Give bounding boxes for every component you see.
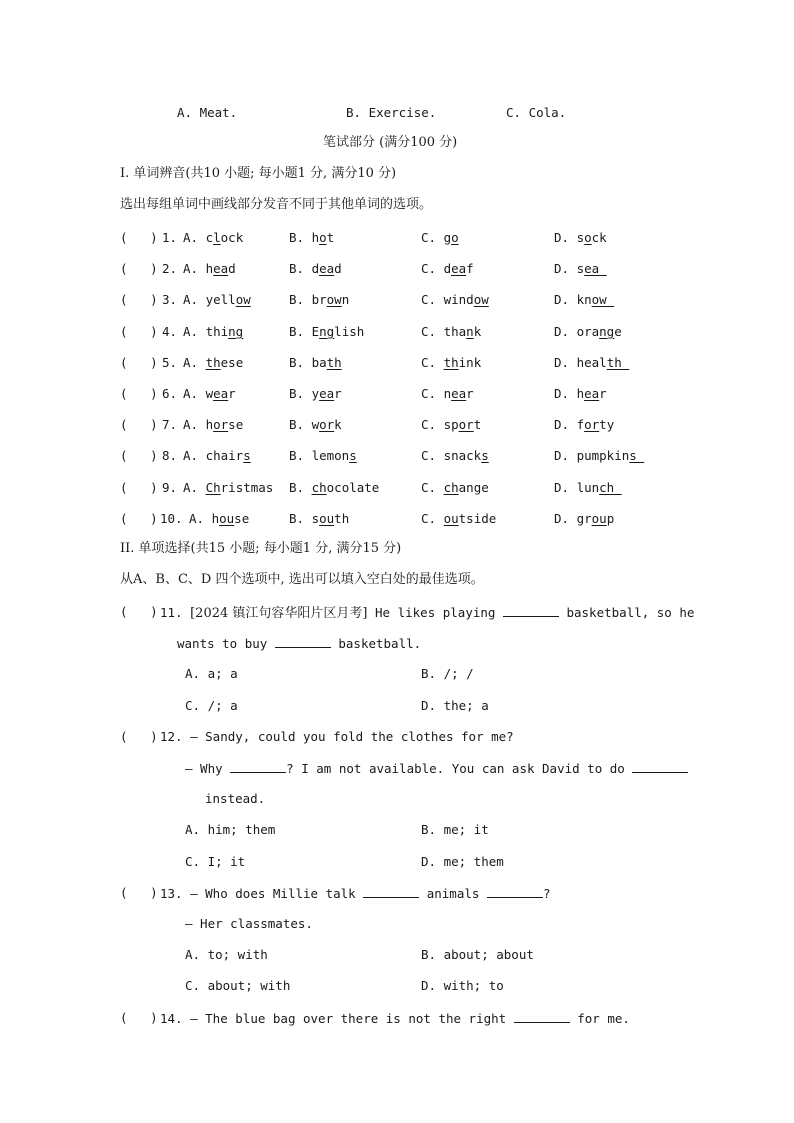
q12-option-a: A. him; them <box>185 822 276 837</box>
question-number: 4. <box>162 324 178 339</box>
word-text: B. y <box>289 386 320 401</box>
answer-bracket[interactable]: ( ) <box>120 230 158 245</box>
question-text: He likes playing <box>367 605 503 620</box>
word-option <box>554 448 644 464</box>
question-text: ? <box>542 886 551 901</box>
option-b: B. Exercise. <box>346 105 437 120</box>
word-option <box>289 355 342 371</box>
underlined-part: or <box>458 417 474 432</box>
word-text: ange <box>458 480 489 495</box>
word-text: D. s <box>554 230 585 245</box>
word-option <box>554 355 629 371</box>
underlined-part: ow <box>473 292 489 307</box>
underlined-part: ea <box>451 386 467 401</box>
underlined-part: ch <box>311 480 327 495</box>
question-number: 9. <box>162 480 178 495</box>
underlined-part: ng <box>228 324 244 339</box>
word-text: ese <box>220 355 244 370</box>
blank-line <box>275 635 331 648</box>
word-text: D. ora <box>554 324 600 339</box>
underlined-part: o <box>584 230 592 245</box>
word-text: D. heal <box>554 355 607 370</box>
blank-line <box>363 885 419 898</box>
question-text: for me. <box>569 1011 630 1026</box>
word-option <box>421 324 481 340</box>
word-option <box>289 417 342 433</box>
word-text: D. lun <box>554 480 600 495</box>
underlined-part: or <box>584 417 600 432</box>
word-text: C. sp <box>421 417 459 432</box>
question-text: wants to buy <box>177 636 275 651</box>
word-text: th <box>334 511 350 526</box>
word-text: B. lemon <box>289 448 350 463</box>
question-number: 14. <box>160 1011 183 1026</box>
q11-option-b: B. /; / <box>421 666 474 681</box>
question-number: 10. <box>160 511 183 526</box>
word-option <box>421 386 474 402</box>
word-text: e <box>614 324 622 339</box>
word-text: A. <box>183 355 206 370</box>
question-text: animals <box>419 886 487 901</box>
q12-option-d: D. me; them <box>421 854 504 869</box>
word-text: C. g <box>421 230 452 245</box>
word-text: ock <box>220 230 244 245</box>
underlined-part: ou <box>443 511 459 526</box>
question-number: 7. <box>162 417 178 432</box>
word-text: B. h <box>289 230 320 245</box>
word-text: D. h <box>554 386 585 401</box>
underlined-part: th <box>326 355 342 370</box>
underlined-part: ea <box>584 386 600 401</box>
q13-option-d: D. with; to <box>421 978 504 993</box>
underlined-part: ea <box>319 386 335 401</box>
word-text: ty <box>599 417 615 432</box>
word-option <box>554 386 607 402</box>
word-text: se <box>234 511 250 526</box>
word-text: D. pumpkin <box>554 448 630 463</box>
answer-bracket[interactable]: ( ) <box>120 885 158 900</box>
word-option <box>289 511 349 527</box>
question-number: 12. <box>160 729 183 744</box>
word-text: r <box>599 386 607 401</box>
answer-bracket[interactable]: ( ) <box>120 480 158 495</box>
q12-option-b: B. me; it <box>421 822 489 837</box>
question-number: 13. <box>160 886 183 901</box>
question-number: 6. <box>162 386 178 401</box>
word-text: D. kn <box>554 292 592 307</box>
word-option <box>289 448 357 464</box>
word-text: B. br <box>289 292 327 307</box>
underlined-part: ng <box>319 324 335 339</box>
word-text: C. n <box>421 386 452 401</box>
underlined-part: s <box>629 448 645 463</box>
underlined-part: or <box>319 417 335 432</box>
word-text: A. c <box>183 230 214 245</box>
underlined-part: l <box>213 230 221 245</box>
section1-instruction: 选出每组单词中画线部分发音不同于其他单词的选项。 <box>120 197 433 212</box>
question-number: 5. <box>162 355 178 370</box>
q11-option-c: C. /; a <box>185 698 238 713</box>
answer-bracket[interactable]: ( ) <box>120 448 158 463</box>
question-text: basketball, so he <box>558 605 695 620</box>
word-option <box>289 386 342 402</box>
word-text: lish <box>334 324 365 339</box>
answer-bracket[interactable]: ( ) <box>120 511 158 526</box>
word-text: C. <box>421 511 444 526</box>
underlined-part: ou <box>319 511 335 526</box>
word-option <box>554 261 607 277</box>
word-text: A. h <box>183 261 214 276</box>
word-text: C. d <box>421 261 452 276</box>
word-text: B. w <box>289 417 320 432</box>
word-option <box>554 511 614 527</box>
question-source: [2024 镇江句容华阳片区月考] <box>190 606 368 621</box>
underlined-part: s <box>243 448 251 463</box>
question-number: 2. <box>162 261 178 276</box>
question-text: — Who does Millie talk <box>190 886 364 901</box>
word-option <box>421 292 489 308</box>
underlined-part: ow <box>235 292 251 307</box>
question-text: — Sandy, could you fold the clothes for me? <box>190 729 514 744</box>
word-text: ink <box>458 355 482 370</box>
word-option <box>421 230 459 246</box>
question-number: 3. <box>162 292 178 307</box>
answer-bracket[interactable]: ( ) <box>120 355 158 370</box>
word-option <box>289 324 364 340</box>
option-a: A. Meat. <box>177 105 238 120</box>
word-option <box>183 355 243 371</box>
underlined-part: ow <box>326 292 342 307</box>
word-option <box>183 261 236 277</box>
word-text: k <box>473 324 482 339</box>
underlined-part: ow <box>591 292 615 307</box>
question-11 <box>160 604 694 622</box>
q12-option-c: C. I; it <box>185 854 246 869</box>
question-text: basketball. <box>330 636 422 651</box>
written-section-title: 笔试部分 (满分100 分) <box>323 135 458 150</box>
word-text: A. w <box>183 386 214 401</box>
underlined-part: ch <box>443 480 459 495</box>
word-option <box>421 511 496 527</box>
word-text: f <box>466 261 474 276</box>
word-option <box>289 292 349 308</box>
underlined-part: s <box>481 448 489 463</box>
word-option <box>183 230 243 246</box>
underlined-part: ea <box>213 386 229 401</box>
underlined-part: o <box>319 230 327 245</box>
question-11-line2 <box>177 635 421 652</box>
question-12 <box>160 729 514 745</box>
blank-line <box>632 760 688 773</box>
word-option <box>289 480 379 496</box>
q13-option-c: C. about; with <box>185 978 291 993</box>
word-option <box>554 230 607 246</box>
underlined-part: Ch <box>205 480 221 495</box>
word-option <box>421 355 481 371</box>
question-number: 11. <box>160 605 183 620</box>
word-option <box>183 480 273 496</box>
section1-heading: I. 单词辨音(共10 小题; 每小题1 分, 满分10 分) <box>120 166 397 181</box>
word-option <box>421 480 489 496</box>
word-text: A. h <box>183 417 214 432</box>
word-text: B. E <box>289 324 320 339</box>
word-text: k <box>334 417 342 432</box>
blank-line <box>487 885 543 898</box>
question-13-line2: — Her classmates. <box>185 916 313 931</box>
underlined-part: ea <box>213 261 229 276</box>
word-text: D. gr <box>554 511 592 526</box>
underlined-part: ea <box>584 261 607 276</box>
question-12-line3: instead. <box>205 791 266 806</box>
underlined-part: s <box>349 448 357 463</box>
word-option <box>421 261 474 277</box>
section2-instruction: 从A、B、C、D 四个选项中, 选出可以填入空白处的最佳选项。 <box>120 572 484 587</box>
underlined-part: ea <box>451 261 467 276</box>
question-text: — Why <box>185 761 231 776</box>
q11-option-a: A. a; a <box>185 666 238 681</box>
word-text: C. <box>421 355 444 370</box>
word-text: tside <box>458 511 497 526</box>
underlined-part: n <box>466 324 474 339</box>
word-text: A. h <box>189 511 220 526</box>
question-12-line2 <box>185 760 688 777</box>
question-number: 1. <box>162 230 178 245</box>
q13-option-a: A. to; with <box>185 947 268 962</box>
underlined-part: ng <box>599 324 615 339</box>
q11-option-d: D. the; a <box>421 698 489 713</box>
word-text: t <box>473 417 482 432</box>
word-option <box>183 386 236 402</box>
word-option <box>183 324 243 340</box>
blank-line <box>514 1010 570 1023</box>
word-text: B. ba <box>289 355 327 370</box>
answer-bracket[interactable]: ( ) <box>120 386 158 401</box>
word-text: A. chair <box>183 448 244 463</box>
word-option <box>554 417 614 433</box>
word-text: se <box>228 417 244 432</box>
word-option <box>554 324 622 340</box>
word-option <box>421 417 481 433</box>
word-text: B. d <box>289 261 320 276</box>
section2-heading: II. 单项选择(共15 小题; 每小题1 分, 满分15 分) <box>120 541 402 556</box>
word-option <box>183 417 243 433</box>
word-text: t <box>326 230 335 245</box>
word-text: r <box>334 386 342 401</box>
answer-bracket[interactable]: ( ) <box>120 324 158 339</box>
answer-bracket[interactable]: ( ) <box>120 604 158 619</box>
word-text: C. tha <box>421 324 467 339</box>
underlined-part: th <box>606 355 630 370</box>
word-text: C. <box>421 480 444 495</box>
word-option <box>289 230 334 246</box>
answer-bracket[interactable]: ( ) <box>120 261 158 276</box>
underlined-part: ou <box>591 511 607 526</box>
answer-bracket[interactable]: ( ) <box>120 417 158 432</box>
question-text: ? I am not available. You can ask David to do <box>286 761 633 776</box>
word-text: n <box>341 292 350 307</box>
word-text: C. wind <box>421 292 474 307</box>
word-text: D. f <box>554 417 585 432</box>
word-text: ocolate <box>326 480 380 495</box>
word-text: D. s <box>554 261 585 276</box>
word-text: d <box>334 261 342 276</box>
word-option <box>421 448 489 464</box>
word-text: A. thi <box>183 324 229 339</box>
underlined-part: o <box>451 230 459 245</box>
option-c: C. Cola. <box>506 105 567 120</box>
word-text: B. <box>289 480 312 495</box>
q13-option-b: B. about; about <box>421 947 534 962</box>
answer-bracket[interactable]: ( ) <box>120 1010 158 1025</box>
word-option <box>289 261 342 277</box>
answer-bracket[interactable]: ( ) <box>120 729 158 744</box>
underlined-part: or <box>213 417 229 432</box>
word-text: ck <box>591 230 607 245</box>
word-option <box>554 480 622 496</box>
word-text: A. <box>183 480 206 495</box>
answer-bracket[interactable]: ( ) <box>120 292 158 307</box>
blank-line <box>503 604 559 617</box>
question-text: — The blue bag over there is not the right <box>190 1011 514 1026</box>
underlined-part: ou <box>219 511 235 526</box>
word-text: A. yell <box>183 292 236 307</box>
word-text: r <box>466 386 474 401</box>
word-option <box>554 292 614 308</box>
word-text: ristmas <box>220 480 274 495</box>
question-14 <box>160 1010 630 1027</box>
underlined-part: ea <box>319 261 335 276</box>
underlined-part: th <box>443 355 459 370</box>
underlined-part: ch <box>599 480 622 495</box>
word-text: d <box>228 261 236 276</box>
word-option <box>189 511 249 527</box>
word-option <box>183 448 251 464</box>
word-option <box>183 292 251 308</box>
question-13 <box>160 885 550 902</box>
question-number: 8. <box>162 448 178 463</box>
blank-line <box>230 760 286 773</box>
word-text: p <box>606 511 615 526</box>
underlined-part: th <box>205 355 221 370</box>
word-text: r <box>228 386 236 401</box>
word-text: C. snack <box>421 448 482 463</box>
word-text: B. s <box>289 511 320 526</box>
